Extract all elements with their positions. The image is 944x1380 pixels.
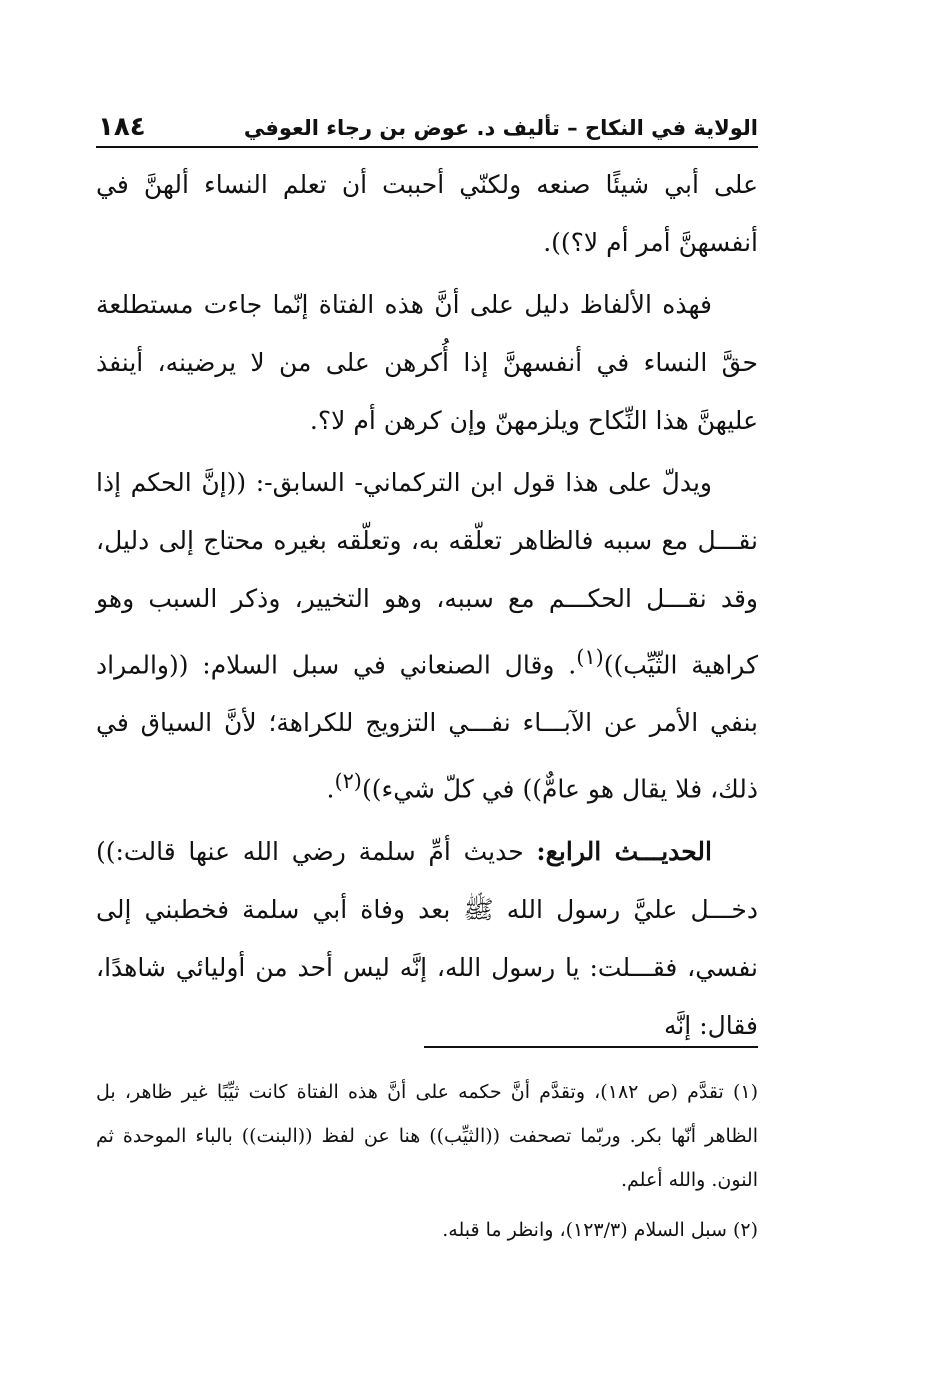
hadith-heading: الحديـــث الرابع:	[536, 836, 712, 866]
paragraph-2	[96, 276, 758, 450]
footnote-1-marker: (١)	[732, 1081, 758, 1103]
paragraph-3-text-a: ويدلّ على هذا قول ابن التركماني- السابق-: ((إنَّ الحكم إذا نقـــل مع سببه فالظاهر تعلّقه به، وتعلّقه بغيره محتاج إلى دليل، وقد نقـــل الحكـــم مع سببه، وهو التخيير، وذكر السبب وهو كراهية الثّيِّب))	[96, 468, 758, 680]
footnotes	[96, 1070, 758, 1252]
header-rule	[96, 146, 758, 148]
page-header	[96, 112, 758, 146]
running-title: الولاية في النكاح – تأليف د. عوض بن رجاء العوفي	[243, 116, 758, 140]
footnote-ref-2: (٢)	[334, 769, 362, 794]
footnote-2-marker: (٢)	[732, 1219, 758, 1241]
paragraph-3-text-b: . وقال الصنعاني في سبل السلام: ((والمراد بنفي الأمر عن الآبـــاء نفـــي التزويج للكراهة؛ لأنَّ السياق في ذلك، فلا يقال هو عامٌّ)) في كلّ شيء))	[96, 650, 758, 804]
paragraph-1-text: على أبي شيئًا صنعه ولكنّي أحببت أن تعلم النساء ألهنَّ في أنفسهنَّ أمر أم لا؟)).	[96, 170, 758, 257]
paragraph-2-text: فهذه الألفاظ دليل على أنَّ هذه الفتاة إنّما جاءت مستطلعة حقَّ النساء في أنفسهنَّ إذا أُكرهن على من لا يرضينه، أينفذ عليهنَّ هذا النِّكاح ويلزمهنّ وإن كرهن أم لا؟.	[96, 290, 758, 435]
paragraph-1	[96, 156, 758, 272]
footnote-1	[96, 1070, 758, 1202]
paragraph-4	[96, 823, 758, 1055]
footnote-2-text: سبل السلام (١٢٣/٣)، وانظر ما قبله.	[442, 1219, 733, 1241]
footnote-2	[96, 1208, 758, 1252]
footnote-ref-1: (١)	[576, 645, 604, 669]
paragraph-3-text-c: .	[326, 774, 335, 804]
page-number: ١٨٤	[98, 112, 146, 142]
footnote-1-text: تقدَّم (ص ١٨٢)، وتقدَّم أنَّ حكمه على أنَّ هذه الفتاة كانت ثيِّبًا غير ظاهر، بل الظاهر أنّها بكر. وربّما تصحفت ((الثيِّب)) هنا عن لفظ ((البنت)) بالباء الموحدة ثم النون. والله أعلم.	[96, 1081, 758, 1191]
footnote-rule	[424, 1046, 758, 1048]
body-text	[96, 156, 758, 1055]
paragraph-4-text: حديث أمِّ سلمة رضي الله عنها قالت:)) دخـــل عليَّ رسول الله ﷺ بعد وفاة أبي سلمة فخطبني إلى نفسي، فقـــلت: يا رسول الله، إنَّه ليس أحد من أوليائي شاهدًا، فقال: إنَّه	[96, 836, 759, 1040]
paragraph-3	[96, 454, 758, 819]
